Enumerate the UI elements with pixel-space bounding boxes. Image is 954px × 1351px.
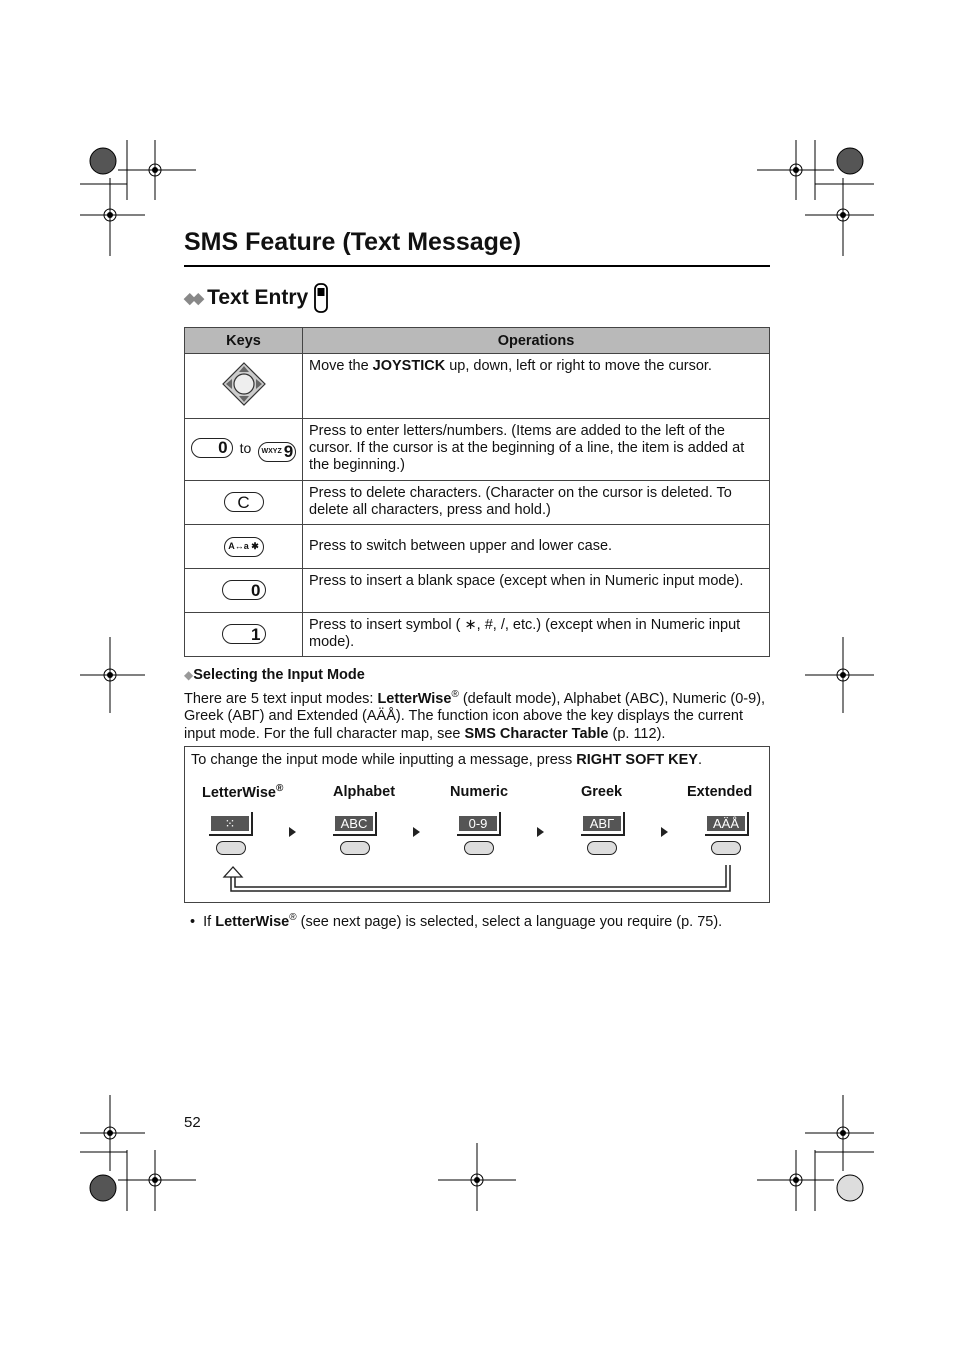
operation-text: Press to enter letters/numbers. (Items are added to the left of the cursor. If the cursor is at the beginning of a line, the item is added at the beginning.) xyxy=(303,419,770,481)
mode-icon-letterwise: ⁙ xyxy=(209,812,253,836)
arrow-right-icon xyxy=(413,827,420,837)
input-mode-paragraph: There are 5 text input modes: LetterWise® (default mode), Alphabet (ABC), Numeric (0-9), Greek (ΑΒΓ) and Extended (AÄÅ). The function icon above the key displays the current input mode. For the full character map, see SMS Character Table (p. 112). xyxy=(184,689,766,742)
operation-text: Press to delete characters. (Character on the cursor is deleted. To delete all characters, press and hold.) xyxy=(303,481,770,525)
key-star-case: A↔a ✱ xyxy=(224,537,264,557)
table-row xyxy=(185,525,770,569)
diamond-icon: ◆ xyxy=(184,668,194,682)
input-mode-heading: ◆Selecting the Input Mode xyxy=(184,667,365,683)
page-title: SMS Feature (Text Message) xyxy=(184,228,522,256)
joystick-icon xyxy=(222,362,266,406)
phone-icon xyxy=(314,283,328,313)
table-row xyxy=(185,481,770,525)
section-title: Text Entry xyxy=(207,286,309,309)
operation-text: Press to insert a blank space (except when in Numeric input mode). xyxy=(303,569,770,613)
operation-text: Move the JOYSTICK up, down, left or right to move the cursor. xyxy=(303,354,770,419)
mode-label-greek: Greek xyxy=(581,784,623,800)
input-mode-box xyxy=(184,746,770,903)
table-row xyxy=(185,354,770,419)
col-header-keys: Keys xyxy=(185,328,303,354)
col-header-operations: Operations xyxy=(303,328,770,354)
diamond-icon: ◆◆ xyxy=(184,290,202,307)
letterwise-note: • If LetterWise® (see next page) is selected, select a language you require (p. 75). xyxy=(190,912,723,930)
table-row xyxy=(185,613,770,657)
mode-icon-numeric: 0-9 xyxy=(457,812,501,836)
table-row xyxy=(185,569,770,613)
mode-icon-alphabet: ABC xyxy=(333,812,377,836)
mode-label-numeric: Numeric xyxy=(450,784,509,800)
keys-operations-table xyxy=(184,327,770,657)
soft-key-icon xyxy=(587,841,617,855)
arrow-right-icon xyxy=(661,827,668,837)
mode-icon-greek: ΑΒΓ xyxy=(581,812,625,836)
mode-label-extended: Extended xyxy=(687,784,753,800)
key-0: 0 xyxy=(191,438,233,458)
mode-label-alphabet: Alphabet xyxy=(333,784,396,800)
arrow-right-icon xyxy=(289,827,296,837)
operation-text: Press to insert symbol ( ∗, #, /, etc.) (except when in Numeric input mode). xyxy=(303,613,770,657)
page-number: 52 xyxy=(184,1114,201,1131)
soft-key-icon xyxy=(711,841,741,855)
cycle-return-arrow-icon xyxy=(185,859,769,899)
soft-key-icon xyxy=(340,841,370,855)
key-1: 1 xyxy=(222,624,266,644)
soft-key-icon xyxy=(464,841,494,855)
table-row: 0 to WXYZ 9 Press to enter letters/numbers. (Items are added to the left of the cursor. If the cursor is at the beginning of a line, the item is added at the beginning.) xyxy=(185,419,770,481)
key-9: WXYZ 9 xyxy=(258,442,296,462)
key-0: 0 xyxy=(222,580,266,600)
key-clear: C xyxy=(224,492,264,512)
mode-icon-extended: AÄÅ xyxy=(705,812,749,836)
operation-text: Press to switch between upper and lower case. xyxy=(303,525,770,569)
arrow-right-icon xyxy=(537,827,544,837)
mode-label-letterwise: LetterWise® xyxy=(202,783,284,801)
section-heading xyxy=(184,283,328,313)
soft-key-icon xyxy=(216,841,246,855)
title-rule xyxy=(184,265,770,267)
box-instruction: To change the input mode while inputting a message, press RIGHT SOFT KEY. xyxy=(191,752,702,768)
